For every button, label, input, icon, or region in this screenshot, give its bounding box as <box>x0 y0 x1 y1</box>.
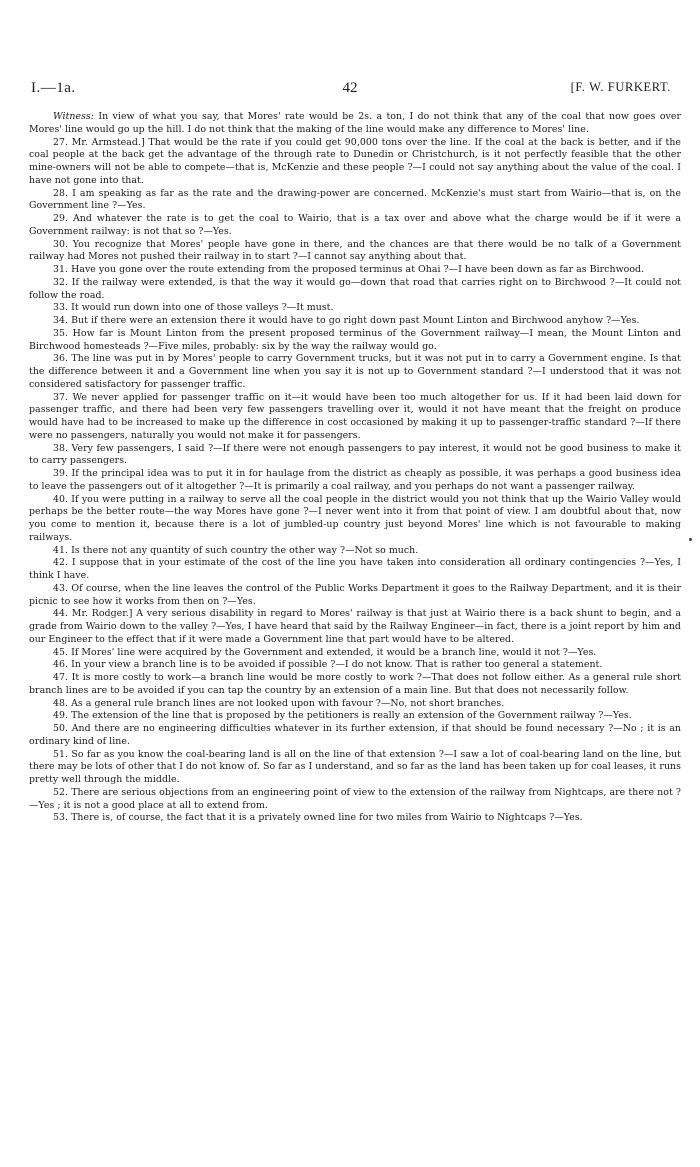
question-paragraph <box>29 787 681 813</box>
question-paragraph <box>29 647 681 660</box>
margin-mark <box>689 538 692 541</box>
paragraph-text: 28. I am speaking as far as the rate and the drawing-power are concerned. McKenzie's must start from Wairio—that is, on the Government line ?—Yes. <box>29 187 681 212</box>
question-paragraph <box>29 277 681 303</box>
paragraph-text: 30. You recognize that Mores' people have gone in there, and the chances are that there would be no talk of a Government railway had Mores not pushed their railway in to start ?—I cannot say anything about that. <box>29 238 681 263</box>
paragraph-text: 42. I suppose that in your estimate of the cost of the line you have taken into consideration all ordinary contingencies ?—Yes, I think I have. <box>29 557 681 581</box>
paragraph-text: 33. It would run down into one of those valleys ?—It must. <box>53 302 334 314</box>
paragraph-text: 48. As a general rule branch lines are not looked upon with favour ?—No, not short branches. <box>53 697 505 709</box>
question-paragraph <box>29 659 681 672</box>
paragraph-text: 45. If Mores' line were acquired by the Government and extended, it would be a branch line, would it not ?—Yes. <box>53 646 597 658</box>
paragraph-text: 37. We never applied for passenger traffic on it—it would have been too much altogether for us. If it had been laid down for passenger traffic, and there had been very few passengers travelling over it, would it not have meant that the freight on produce would have had to be increased to make up the difference in cost occasioned by making it up to passenger-traffic standard ?—If there were no passengers, naturally you would not make it for passengers. <box>29 391 681 441</box>
question-paragraph <box>29 583 681 609</box>
question-paragraph <box>29 353 681 391</box>
question-paragraph <box>29 443 681 469</box>
question-paragraph <box>29 137 681 188</box>
paragraph-text: 52. There are serious objections from an engineering point of view to the extension of the railway from Nightcaps, are there not ?—Yes ; it is not a good place at all to extend from. <box>29 786 681 811</box>
paragraph-text: 43. Of course, when the line leaves the control of the Public Works Department it goes to the Railway Department, and it is their picnic to see how it works from then on ?—Yes. <box>29 582 681 607</box>
question-paragraph <box>29 302 681 315</box>
question-paragraph <box>29 315 681 328</box>
question-paragraph <box>29 812 681 825</box>
paragraph-text: 40. If you were putting in a railway to serve all the coal people in the district would you not think that up the Wairio Valley would perhaps be the better route—the way Mores have gone ?—I never went into it from that point of view. I am doubtful about that, now you come to mention it, because there is a lot of jumbled-up country just beyond Mores' line which is not favourable to making railways. <box>29 493 681 543</box>
paragraph-text: 31. Have you gone over the route extending from the proposed terminus at Ohai ?—I have been down as far as Birchwood. <box>53 264 645 275</box>
evidence-text <box>29 111 681 825</box>
question-paragraph <box>29 111 681 137</box>
paragraph-text: 51. So far as you know the coal-bearing land is all on the line of that extension ?—I saw a lot of coal-bearing land on the line, but there may be lots of other that I do not know of. So far as I understand, and so far as the land has been taken up for coal leases, it runs pretty well through the middle. <box>29 748 681 785</box>
header-witness-name: [F. W. FURKERT. <box>570 80 671 94</box>
question-paragraph <box>29 264 681 277</box>
paragraph-text: 38. Very few passengers, I said ?—If there were not enough passengers to pay interest, it would not be good business to make it to carry passengers. <box>29 442 681 467</box>
paragraph-text: 39. If the principal idea was to put it in for haulage from the district as cheaply as possible, it was perhaps a good business idea to leave the passengers out of it altogether ?—It is primarily a coal railway, and you perhaps do not want a passenger railway. <box>29 468 681 492</box>
paragraph-text: 36. The line was put in by Mores' people to carry Government trucks, but it was not put in to carry a Government engine. Is that the difference between it and a Government line when you say it is not up to Government standard ?—I understood that it was not considered satisfactory for passenger traffic. <box>29 353 681 390</box>
paragraph-text: 46. In your view a branch line is to be avoided if possible ?—I do not know. That is rather too general a statement. <box>53 659 603 671</box>
paragraph-text: In view of what you say, that Mores' rate would be 2s. a ton, I do not think that any of the coal that now goes over Mores' line would go up the hill. I do not think that the making of the line would make any difference to Mores' line. <box>29 111 681 135</box>
question-paragraph <box>29 557 681 583</box>
paragraph-text: 35. How far is Mount Linton from the present proposed terminus of the Government railway—I mean, the Mount Linton and Birchwood homesteads ?—Five miles, probably: six by the way the railway would go. <box>29 327 681 352</box>
running-header <box>29 80 671 102</box>
question-paragraph <box>29 723 681 749</box>
question-paragraph <box>29 608 681 646</box>
header-reference: I.—1a. <box>31 80 76 96</box>
paragraph-text: 27. Mr. Armstead.] That would be the rate if you could get 90,000 tons over the line. If the coal at the back is better, and if the coal people at the back get the advantage of the through rate to Dunedin or Christchurch, is it not perfectly feasible that the other mine-owners will not be able to compete—that is, McKenzie and these people ?—I could not say anything about the value of the coal. I have not gone into that. <box>29 136 681 186</box>
question-paragraph <box>29 239 681 265</box>
paragraph-text: 44. Mr. Rodger.] A very serious disability in regard to Mores' railway is that just at Wairio there is a back shunt to begin, and a grade from Wairio down to the valley ?—Yes, I have heard that said by the Railway Engineer—in fact, there is a joint report by him and our Engineer to the effect that if it were made a Government line that part would have to be altered. <box>29 608 681 645</box>
paragraph-text: 47. It is more costly to work—a branch line would be more costly to work ?—That does not follow either. As a general rule short branch lines are to be avoided if you can tap the country by an extension of a main line. But that does not necessarily follow. <box>29 672 681 696</box>
question-paragraph <box>29 328 681 354</box>
paragraph-text: 32. If the railway were extended, is that the way it would go—down that road that carries right on to Birchwood ?—It could not follow the road. <box>29 276 681 301</box>
paragraph-text: 29. And whatever the rate is to get the coal to Wairio, that is a tax over and above what the charge would be if it were a Government railway: is not that so ?—Yes. <box>29 213 681 237</box>
paragraph-text: 34. But if there were an extension there it would have to go right down past Mount Linton and Birchwood anyhow ?—Yes. <box>53 315 640 326</box>
question-paragraph <box>29 392 681 443</box>
page-number: 42 <box>342 80 358 96</box>
question-paragraph <box>29 710 681 723</box>
paragraph-text: 53. There is, of course, the fact that it is a privately owned line for two miles from Wairio to Nightcaps ?—Yes. <box>53 812 583 824</box>
question-paragraph <box>29 188 681 214</box>
paragraph-text: 50. And there are no engineering difficulties whatever in its further extension, if that should be found necessary ?—No ; it is an ordinary kind of line. <box>29 723 681 747</box>
speaker-label: Witness: <box>53 111 95 122</box>
paragraph-text: 41. Is there not any quantity of such country the other way ?—Not so much. <box>53 544 419 556</box>
paragraph-text: 49. The extension of the line that is proposed by the petitioners is really an extension of the Government railway ?—Yes. <box>53 710 632 722</box>
question-paragraph <box>29 545 681 558</box>
question-paragraph <box>29 672 681 698</box>
question-paragraph <box>29 213 681 239</box>
question-paragraph <box>29 698 681 711</box>
question-paragraph <box>29 468 681 494</box>
question-paragraph <box>29 749 681 787</box>
question-paragraph <box>29 494 681 545</box>
